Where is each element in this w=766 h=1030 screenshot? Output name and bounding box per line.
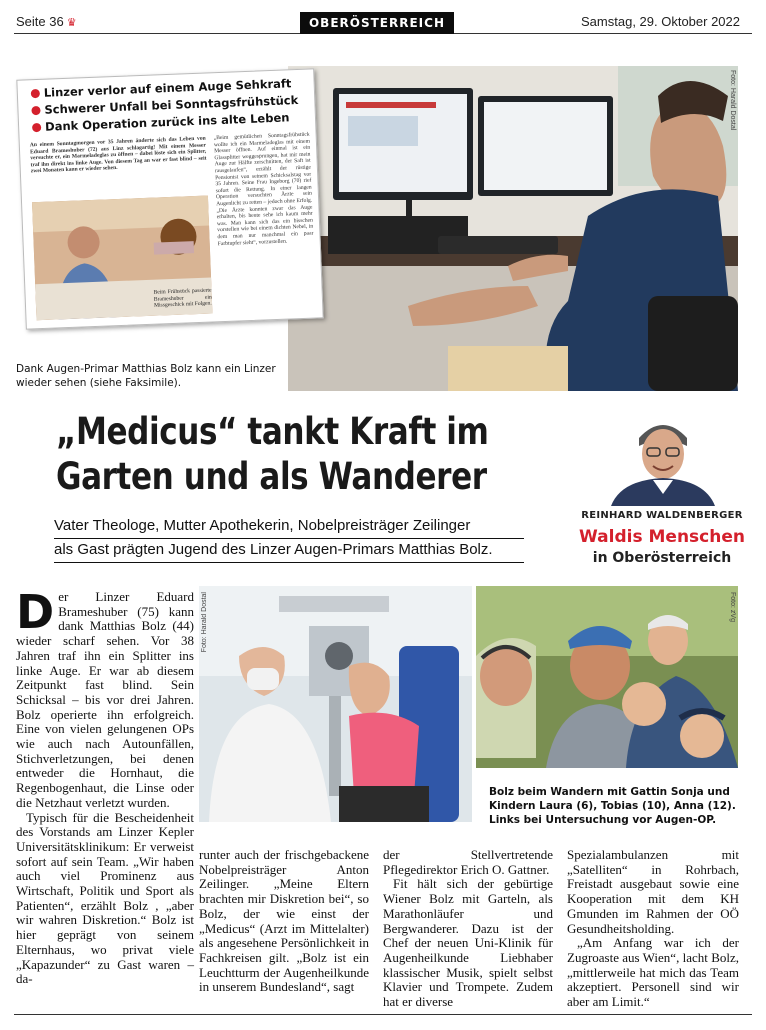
eye-exam-photo bbox=[199, 586, 472, 822]
page-number: Seite 36 ♛ bbox=[16, 14, 77, 29]
subheadline bbox=[54, 515, 524, 563]
facsimile-headline-1: Linzer verlor auf einem Auge Sehkraft bbox=[44, 76, 308, 101]
facsimile-photo-caption: Beim Frühstück passierte Brameshuber ein Missgeschick mit Folgen. bbox=[153, 287, 212, 309]
subheadline-line-1: Vater Theologe, Mutter Apothekerin, Nobelpreisträger Zeilinger bbox=[54, 515, 524, 539]
article-column-4 bbox=[567, 848, 739, 1010]
facsimile-headline-2: Schwerer Unfall bei Sonntagsfrühstück bbox=[44, 93, 308, 118]
header-rule-right bbox=[454, 33, 752, 34]
article-paragraph: „Am Anfang war ich der Zugroaste aus Wien“, lacht Bolz, „mittlerweile hat mich das Team akzeptiert. Personell sind wir aber am Limit.“ bbox=[567, 935, 739, 1010]
family-photo-illustration bbox=[476, 586, 738, 768]
crown-icon: ♛ bbox=[66, 17, 77, 29]
headline-line-2: Garten und als Wanderer bbox=[56, 455, 487, 498]
article-paragraph: Spezialambulanzen mit „Satelliten“ in Rohrbach, Freistadt ausgebaut sowie eine Kooperation mit dem KH Gmunden im Rahmen der OÖ Gesundheitsholding. bbox=[567, 847, 739, 936]
subheadline-line-2: als Gast prägten Jugend des Linzer Augen-Primars Matthias Bolz. bbox=[54, 539, 524, 563]
headline-line-1: „Medicus“ tankt Kraft im bbox=[56, 410, 489, 453]
eye-exam-illustration bbox=[199, 586, 472, 822]
family-hiking-photo bbox=[476, 586, 738, 768]
drop-cap: D bbox=[16, 585, 55, 639]
author-portrait-illustration bbox=[605, 410, 721, 506]
section-label: OBERÖSTERREICH bbox=[300, 12, 454, 34]
article-paragraph: Fit hält sich der gebürtige Wiener Bolz mit Garteln, als Marathonläufer und Bergwanderer. Dazu ist der Chef der neuen Uni-Klinik für Augenheilkunde Liebhaber klassischer Musik, spielt selbst Klavier und Trompete. Zudem hat er diverse bbox=[383, 876, 553, 1010]
exam-photo-credit: Foto: Harald Dostal bbox=[201, 592, 208, 653]
author-portrait bbox=[605, 410, 721, 506]
doctor-office-illustration bbox=[288, 66, 738, 391]
article-column-3 bbox=[383, 848, 553, 1010]
article-paragraph: er Linzer Eduard Brameshuber (75) kann dank Matthias Bolz (44) wieder scharf sehen. Vor 38 Jahren traf ihn ein Splitter ins linke Auge. Er war ab diesem Zeitpunkt fast blind. Sein Schicksal – bis vor drei Jahren. Bolz operierte ihn erfolgreich. Eine von vielen gelungenen OPs wie auch nach Autounfällen, Stichverletzungen, bei denen entweder die Hornhaut, die Regenbogenhaut, die Linse oder die Netzhaut verletzt wurden. bbox=[16, 589, 194, 810]
header-rule-left bbox=[14, 33, 300, 34]
doctor-office-photo bbox=[288, 66, 738, 391]
article-column-1 bbox=[16, 585, 194, 987]
column-title: Waldis Menschen bbox=[579, 527, 745, 547]
top-photo-caption: Dank Augen-Primar Matthias Bolz kann ein Linzer wieder sehen (siehe Faksimile). bbox=[16, 363, 276, 389]
issue-date: Samstag, 29. Oktober 2022 bbox=[581, 14, 740, 29]
article-paragraph: der Stellvertretende Pflegedirektor Erich O. Gattner. bbox=[383, 847, 553, 877]
author-name: REINHARD WALDENBERGER bbox=[581, 510, 743, 521]
facsimile-body: „Beim gemütlichen Sonntagsfrühstück wollte ich ein Marmeladeglas mit einem Messer öffnen. Auf einmal ist ein Glassplitter weggesprungen, hat mir mein Auge zur Hälfte zerschnitten, der Saft ist rausgelaufen“, erzählt der rüstige Pensionist von seinem Schicksalstag vor 35 Jahren. Seine Frau Ingeborg (70) rief sofort die Rettung. In einer langen Operation versuchten Ärzte sein Augenlicht zu retten – jedoch ohne Erfolg. „Die Ärzte konnten zwar das Auge erhalten, bis heute sehe ich kaum mehr was. Man kann sich das ein bisschen vorstellen wie bei einem dichten Nebel, in dem man nur manchmal ein paar Farbtupfer sieht“, vorzustellen. bbox=[213, 131, 314, 247]
article-paragraph: Typisch für die Bescheidenheit des Vorstands am Linzer Kepler Universitätsklinikum: Er verweist sofort auf sein Team. „Wir haben auch viel Prominenz aus Wirtschaft, Politik und Sport als Patienten“, erzählt Bolz , „aber wir wahren Diskretion.“ Bolz ist hier geprägt von seinem Elternhaus, wo privat viele „Kapazunder“ zu Gast waren – da- bbox=[16, 809, 194, 987]
top-photo-credit: Foto: Harald Dostal bbox=[729, 70, 736, 131]
facsimile-lead: An einem Sonntagmorgen vor 35 Jahren änderte sich das Leben von Eduard Brameshuber (72) aus Linz schlagartig! Mit einem Messer versuchte er, ein Marmeladeglas zu öffnen – dabei löste sich ein Splitter, traf ihn direkt ins linke Auge. Von diesem Tag an war er fast blind – seit zwei Monaten kann er wieder sehen. bbox=[29, 135, 207, 175]
column-region: in Oberösterreich bbox=[592, 550, 732, 566]
photo-caption: Bolz beim Wandern mit Gattin Sonja und Kindern Laura (6), Tobias (10), Anna (12). Links bei Untersuchung vor Augen-OP. bbox=[489, 786, 736, 826]
facsimile-clipping bbox=[16, 68, 323, 329]
facsimile-headline-3: Dank Operation zurück ins alte Leben bbox=[45, 110, 309, 135]
article-paragraph: runter auch der frischgebackene Nobelpreisträger Anton Zeilinger. „Meine Eltern brachten mir Diskretion bei“, so Bolz, der wie einst der „Medicus“ (Arzt im Mittelalter) als angesehene Persönlichkeit in Fachkreisen gilt. „Bolz ist ein Leuchtturm der Augenheilkunde in unserem Bundesland“, sagt bbox=[199, 847, 369, 995]
family-photo-credit: Foto: zVg bbox=[729, 592, 736, 622]
article-column-2 bbox=[199, 848, 369, 995]
footer-rule bbox=[14, 1014, 752, 1015]
